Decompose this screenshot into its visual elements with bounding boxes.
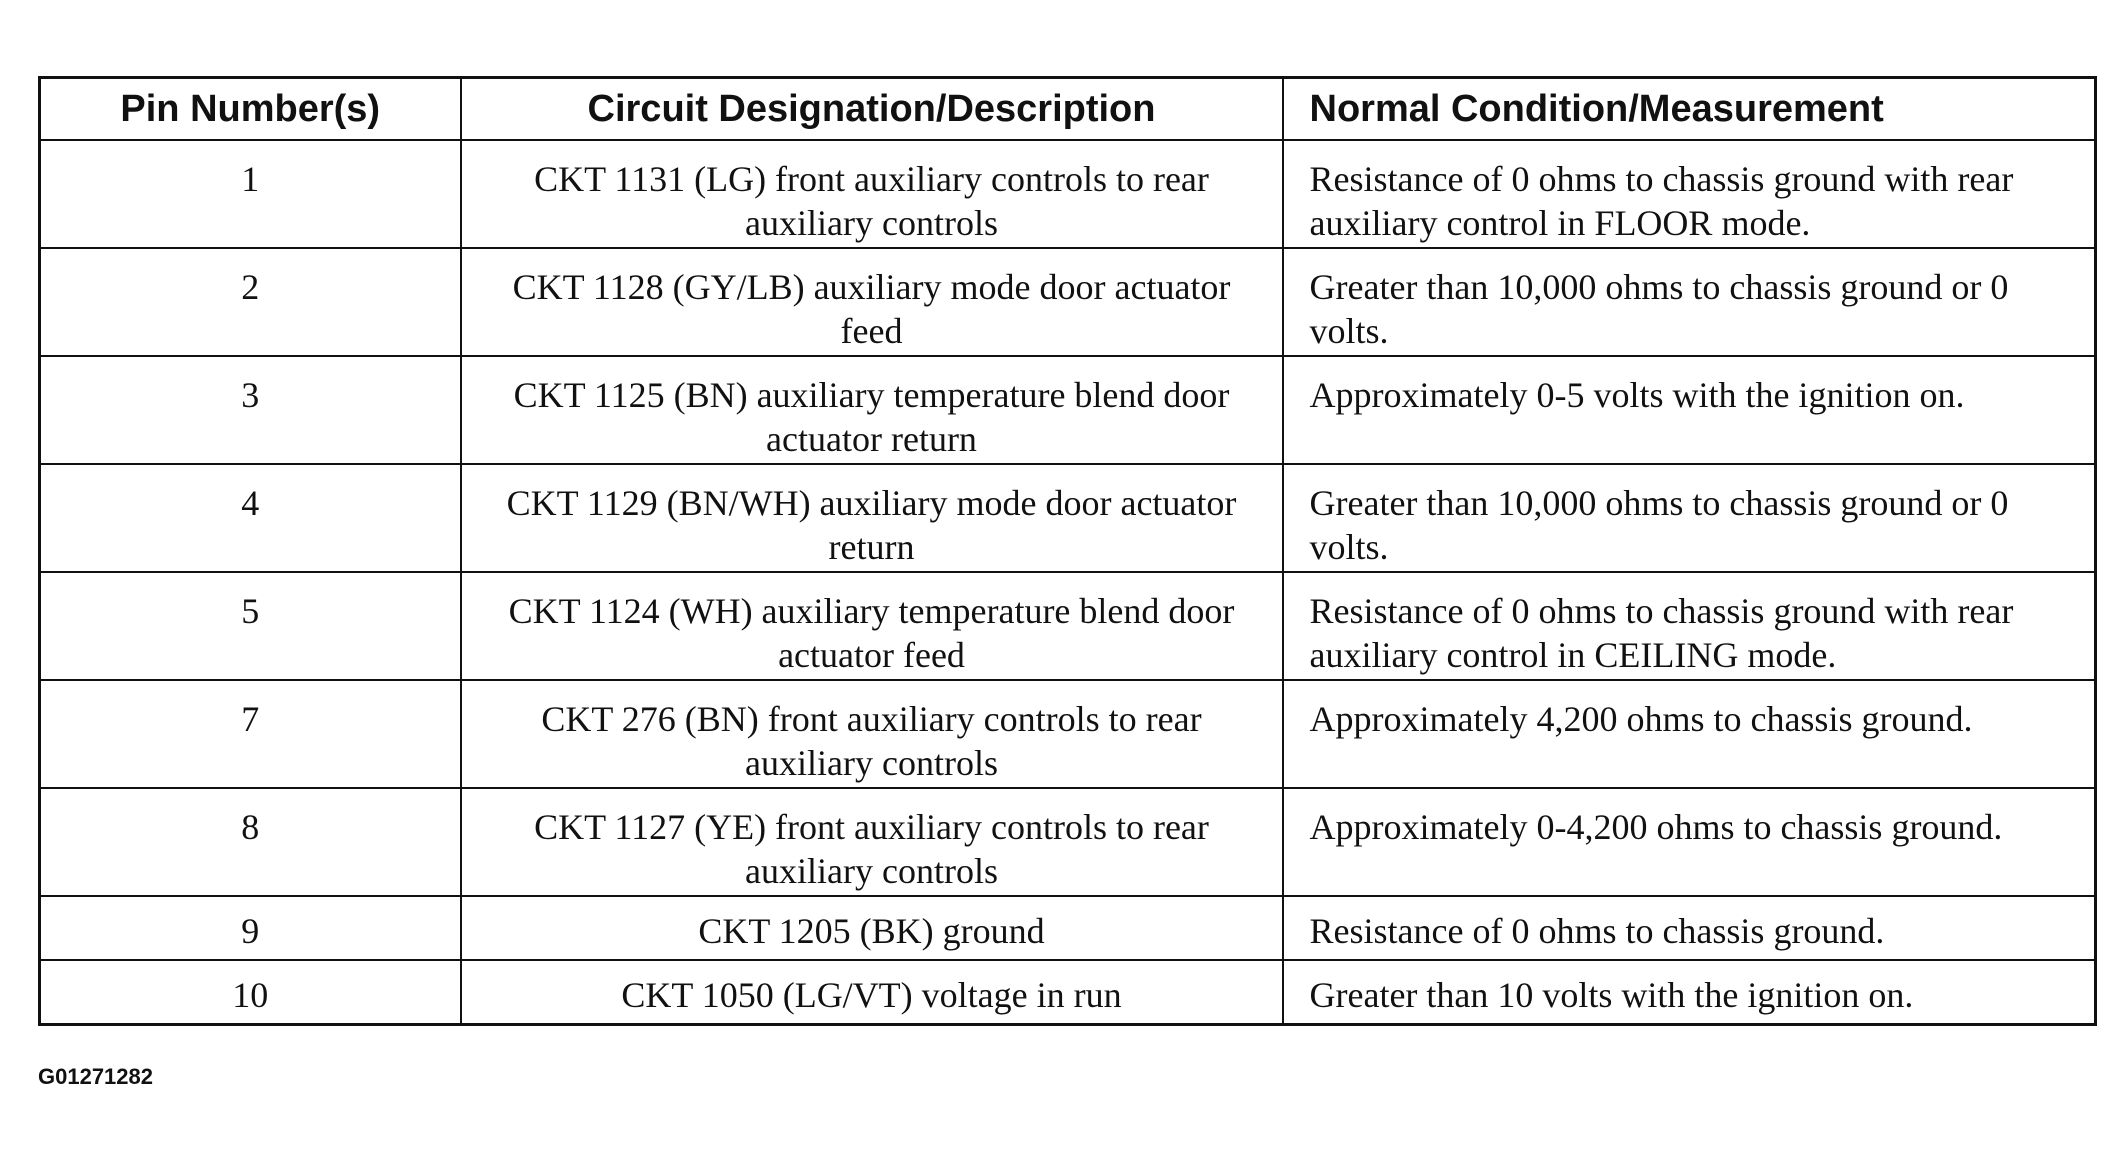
condition-cell: Resistance of 0 ohms to chassis ground with rear auxiliary control in FLOOR mode. bbox=[1283, 140, 2096, 248]
pin-cell: 4 bbox=[40, 464, 461, 572]
pin-cell: 10 bbox=[40, 960, 461, 1024]
condition-cell: Greater than 10,000 ohms to chassis ground or 0 volts. bbox=[1283, 464, 2096, 572]
figure-id-label: G01271282 bbox=[38, 1064, 153, 1089]
header-pin-number: Pin Number(s) bbox=[40, 78, 461, 141]
table-header-row bbox=[40, 78, 2096, 141]
circuit-cell: CKT 1124 (WH) auxiliary temperature blend door actuator feed bbox=[461, 572, 1283, 680]
pin-cell: 9 bbox=[40, 896, 461, 960]
pinout-table-container bbox=[38, 76, 2094, 1026]
header-circuit-description: Circuit Designation/Description bbox=[461, 78, 1283, 141]
condition-cell: Approximately 0-5 volts with the ignition on. bbox=[1283, 356, 2096, 464]
circuit-cell: CKT 1205 (BK) ground bbox=[461, 896, 1283, 960]
table-row bbox=[40, 140, 2096, 248]
pin-cell: 3 bbox=[40, 356, 461, 464]
circuit-cell: CKT 1129 (BN/WH) auxiliary mode door actuator return bbox=[461, 464, 1283, 572]
table-row bbox=[40, 572, 2096, 680]
header-normal-condition: Normal Condition/Measurement bbox=[1283, 78, 2096, 141]
table-row bbox=[40, 356, 2096, 464]
pin-cell: 5 bbox=[40, 572, 461, 680]
table-row bbox=[40, 896, 2096, 960]
table-row bbox=[40, 248, 2096, 356]
pin-cell: 8 bbox=[40, 788, 461, 896]
condition-cell: Approximately 0-4,200 ohms to chassis ground. bbox=[1283, 788, 2096, 896]
pinout-table bbox=[38, 76, 2097, 1026]
pin-cell: 7 bbox=[40, 680, 461, 788]
table-row bbox=[40, 960, 2096, 1024]
table-row bbox=[40, 788, 2096, 896]
circuit-cell: CKT 1128 (GY/LB) auxiliary mode door actuator feed bbox=[461, 248, 1283, 356]
pin-cell: 1 bbox=[40, 140, 461, 248]
circuit-cell: CKT 1131 (LG) front auxiliary controls to rear auxiliary controls bbox=[461, 140, 1283, 248]
circuit-cell: CKT 1050 (LG/VT) voltage in run bbox=[461, 960, 1283, 1024]
condition-cell: Greater than 10,000 ohms to chassis ground or 0 volts. bbox=[1283, 248, 2096, 356]
condition-cell: Resistance of 0 ohms to chassis ground. bbox=[1283, 896, 2096, 960]
table-row bbox=[40, 680, 2096, 788]
circuit-cell: CKT 276 (BN) front auxiliary controls to rear auxiliary controls bbox=[461, 680, 1283, 788]
condition-cell: Approximately 4,200 ohms to chassis ground. bbox=[1283, 680, 2096, 788]
pin-cell: 2 bbox=[40, 248, 461, 356]
condition-cell: Resistance of 0 ohms to chassis ground with rear auxiliary control in CEILING mode. bbox=[1283, 572, 2096, 680]
condition-cell: Greater than 10 volts with the ignition on. bbox=[1283, 960, 2096, 1024]
circuit-cell: CKT 1125 (BN) auxiliary temperature blend door actuator return bbox=[461, 356, 1283, 464]
circuit-cell: CKT 1127 (YE) front auxiliary controls to rear auxiliary controls bbox=[461, 788, 1283, 896]
table-row bbox=[40, 464, 2096, 572]
